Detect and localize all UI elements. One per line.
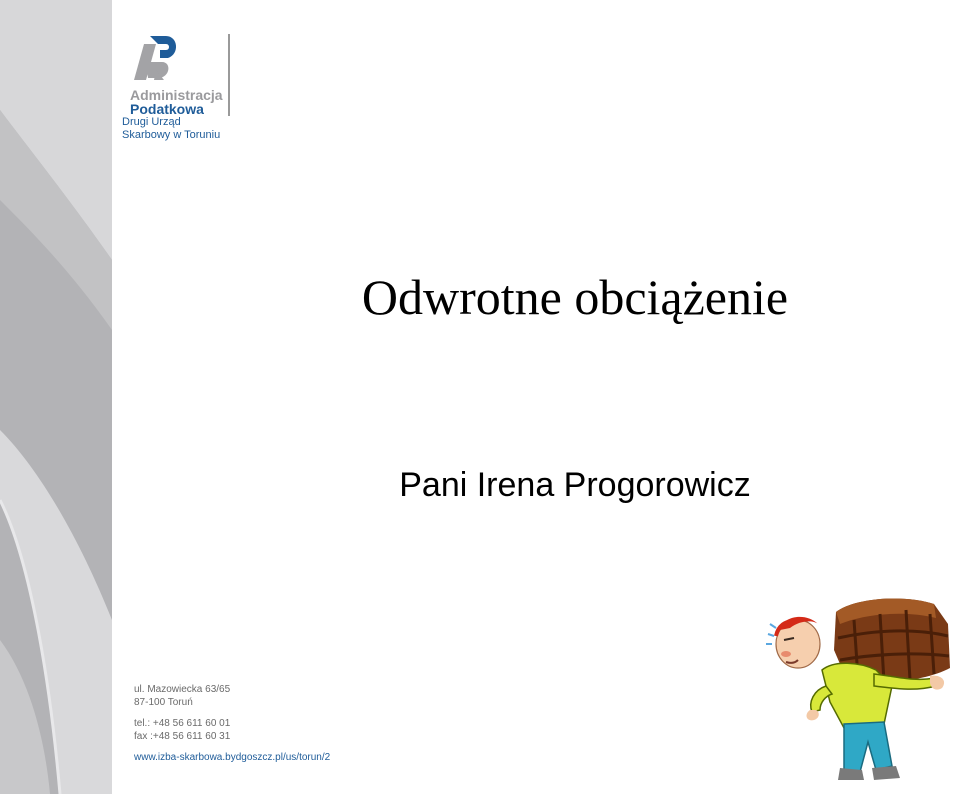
office-name [122,116,232,142]
ap-logo-icon [120,30,240,130]
office-name-line1: Drugi Urząd [122,116,181,128]
fax-number: fax :+48 56 611 60 31 [134,730,231,742]
presenter-name: Pani Irena Progorowicz [399,466,751,504]
man-carrying-chest-illustration [764,590,960,794]
website-link[interactable]: www.izba-skarbowa.bydgoszcz.pl/us/torun/2 [134,752,331,763]
logo-divider [228,34,230,116]
phone-number: tel.: +48 56 611 60 01 [134,718,231,729]
sidebar-decoration [0,0,112,794]
office-name-line2: Skarbowy w Toruniu [122,129,221,141]
logo-text-line2: Podatkowa [130,101,204,117]
address-street: ul. Mazowiecka 63/65 [134,684,231,695]
contact-block [134,684,394,743]
address-city: 87-100 Toruń [134,696,193,708]
man-head-icon [766,617,820,668]
logo-text-line1: Administracja [130,87,223,103]
slide-title: Odwrotne obciążenie [361,269,789,325]
